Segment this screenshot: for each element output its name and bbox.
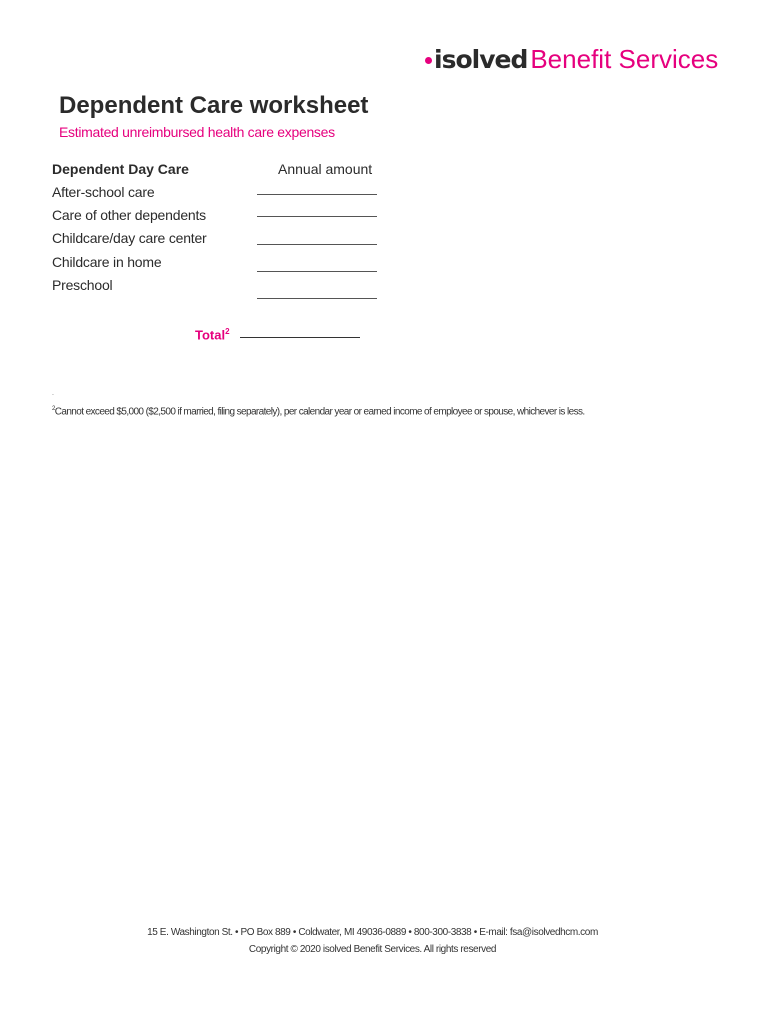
page-title: Dependent Care worksheet <box>59 92 369 119</box>
total-label: Total$^2$ <box>195 327 230 343</box>
row-amount-day-care-center[interactable] <box>257 244 377 245</box>
footer-address: 15 E. Washington St. • PO Box 889 • Coldwater, MI 49036-0889 • 800-300-3838 • E-mail: fsa@isolvedhcm.com <box>147 927 598 938</box>
table-header-amount: Annual amount <box>278 161 373 177</box>
footnote-text: $^2$Cannot exceed $5,000 ($2,500 if married, filing separately), per calendar year or earned income of employee or spouse, whichever is less. <box>52 406 585 418</box>
row-amount-preschool[interactable] <box>257 298 377 299</box>
row-amount-other-dependents[interactable] <box>257 216 377 217</box>
logo-dot-icon <box>425 57 432 64</box>
table-header-label: Dependent Day Care <box>52 161 189 177</box>
row-amount-childcare-home[interactable] <box>257 271 377 272</box>
company-logo <box>425 44 718 75</box>
row-label-day-care-center: Childcare/day care center <box>52 230 207 246</box>
row-amount-after-school[interactable] <box>257 194 377 195</box>
row-label-other-dependents: Care of other dependents <box>52 207 206 223</box>
footnote-number: 2 <box>52 406 55 412</box>
row-label-preschool: Preschool <box>52 277 113 293</box>
row-label-after-school: After-school care <box>52 184 155 200</box>
footer-copyright: Copyright © 2020 isolved Benefit Services. All rights reserved <box>248 944 497 955</box>
row-label-childcare-home: Childcare in home <box>52 254 162 270</box>
total-footnote-ref: 2 <box>225 327 230 336</box>
logo-suffix: Benefit Services <box>530 44 719 74</box>
total-amount-field[interactable] <box>240 337 360 338</box>
logo-brand: isolved <box>434 45 528 74</box>
page-subtitle: Estimated unreimbursed health care expenses <box>59 124 335 140</box>
footnote-marker: . <box>52 390 54 397</box>
